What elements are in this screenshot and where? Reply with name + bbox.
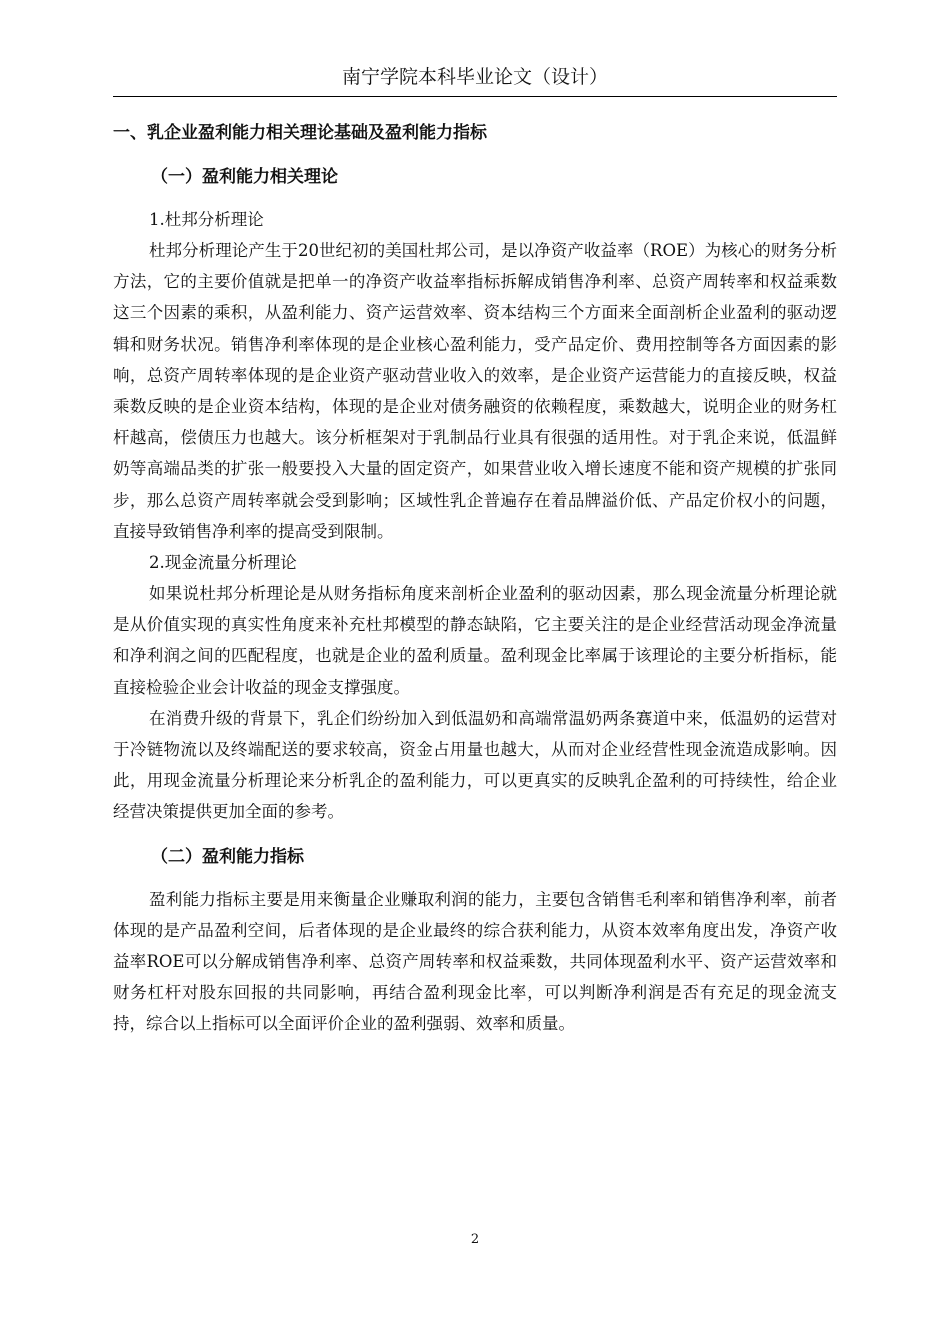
paragraph-dupont: 杜邦分析理论产生于20世纪初的美国杜邦公司，是以净资产收益率（ROE）为核心的财务分析方法，它的主要价值就是把单一的净资产收益率指标拆解成销售净利率、总资产周转率和权益乘数这三个因素的乘积，从盈利能力、资产运营效率、资本结构三个方面来全面剖析企业盈利的驱动逻辑和财务状况。销售净利率体现的是企业核心盈利能力，受产品定价、费用控制等各方面因素的影响，总资产周转率体现的是企业资产驱动营业收入的效率，是企业资产运营能力的直接反映，权益乘数反映的是企业资本结构，体现的是企业对债务融资的依赖程度，乘数越大，说明企业的财务杠杆越高，偿债压力也越大。该分析框架对于乳制品行业具有很强的适用性。对于乳企来说，低温鲜奶等高端品类的扩张一般要投入大量的固定资产，如果营业收入增长速度不能和资产规模的扩张同步，那么总资产周转率就会受到影响；区域性乳企普遍存在着品牌溢价低、产品定价权小的问题，直接导致销售净利率的提高受到限制。 xyxy=(113,241,837,541)
section-heading: 一、乳企业盈利能力相关理论基础及盈利能力指标 xyxy=(113,123,487,143)
page-header: 南宁学院本科毕业论文（设计） xyxy=(341,66,608,88)
header-divider xyxy=(113,96,837,97)
subsection-heading-indicators: （二）盈利能力指标 xyxy=(151,846,304,867)
item-heading-cashflow: 2.现金流量分析理论 xyxy=(149,553,297,573)
paragraph-indicators: 盈利能力指标主要是用来衡量企业赚取利润的能力，主要包含销售毛利率和销售净利率，前者体现的是产品盈利空间，后者体现的是企业最终的综合获利能力，从资本效率角度出发，净资产收益率ROE可以分解成销售净利率、总资产周转率和权益乘数，共同体现盈利水平、资产运营效率和财务杠杆对股东回报的共同影响，再结合盈利现金比率，可以判断净利润是否有充足的现金流支持，综合以上指标可以全面评价企业的盈利强弱、效率和质量。 xyxy=(113,889,837,1034)
page-body xyxy=(113,118,837,1040)
page-number: 2 xyxy=(470,1232,480,1247)
item-heading-dupont: 1.杜邦分析理论 xyxy=(149,210,264,229)
paragraph-cashflow-2: 在消费升级的背景下，乳企们纷纷加入到低温奶和高端常温奶两条赛道中来，低温奶的运营对于冷链物流以及终端配送的要求较高，资金占用量也越大，从而对企业经营性现金流造成影响。因此，用现金流量分析理论来分析乳企的盈利能力，可以更真实的反映乳企盈利的可持续性，给企业经营决策提供更加全面的参考。 xyxy=(113,708,837,822)
paragraph-cashflow-1: 如果说杜邦分析理论是从财务指标角度来剖析企业盈利的驱动因素，那么现金流量分析理论就是从价值实现的真实性角度来补充杜邦模型的静态缺陷，它主要关注的是企业经营活动现金净流量和净利润之间的匹配程度，也就是企业的盈利质量。盈利现金比率属于该理论的主要分析指标，能直接检验企业会计收益的现金支撑强度。 xyxy=(113,584,837,697)
subsection-heading-theory: （一）盈利能力相关理论 xyxy=(151,167,338,187)
